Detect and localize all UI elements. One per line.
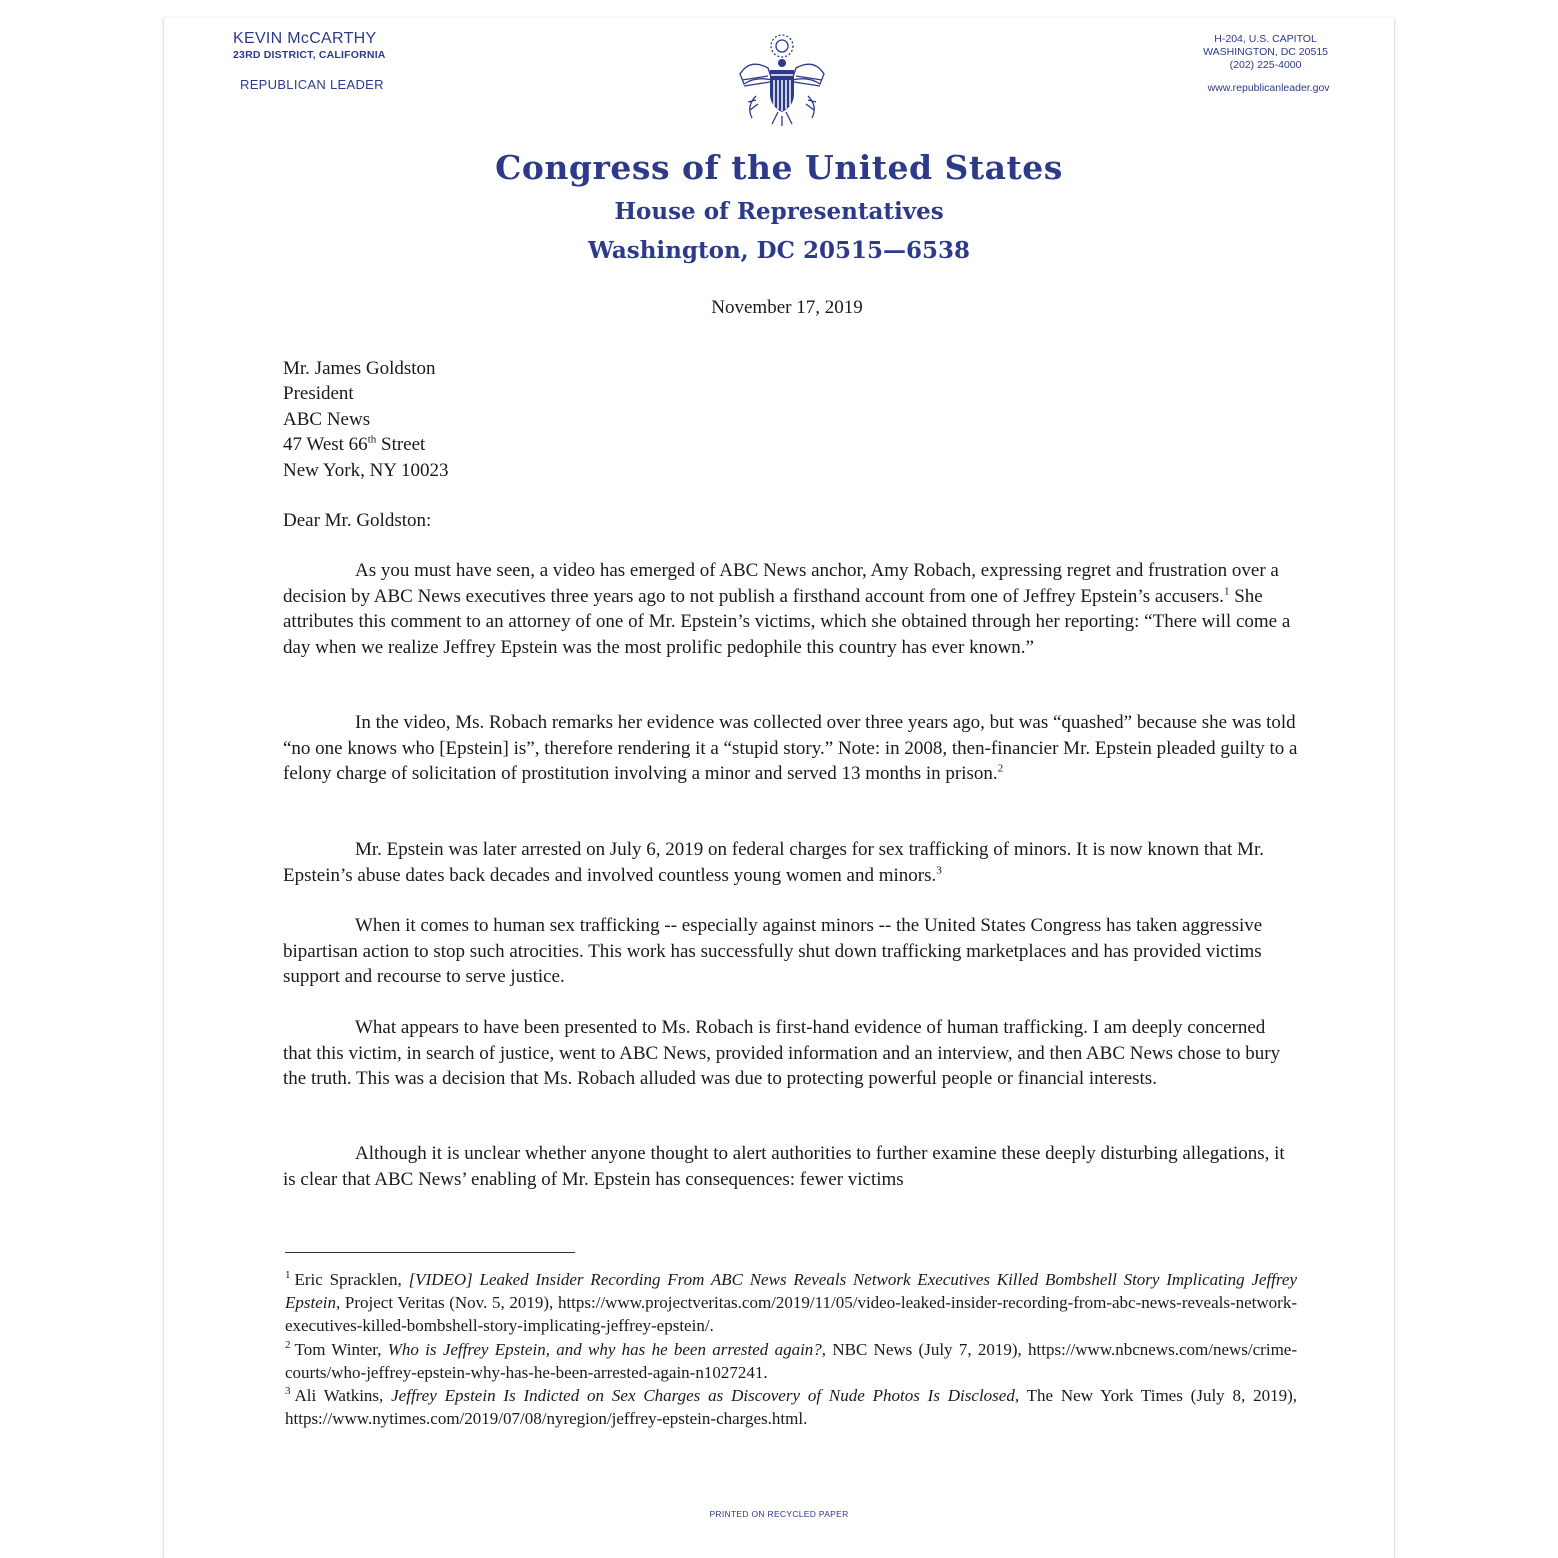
recipient-street: 47 West 66th Street (283, 433, 426, 456)
sender-name: KEVIN McCARTHY (233, 30, 377, 47)
washington-address: Washington, DC 20515—6538 (588, 237, 970, 264)
recipient-organization: ABC News (283, 408, 371, 430)
office-city: WASHINGTON, DC 20515 (1203, 46, 1328, 58)
footnote-2: $^2$ Tom Winter, Who is Jeffrey Epstein, and why has he been arrested again?, NBC News (July 7, 2019), https://www.nbcnews.com/news/crime-courts/who-jeffrey-epstein-why-has-he-been-arrested-again-n1027241. (285, 1339, 1297, 1382)
footnote-1: $^1$ Eric Spracklen, [VIDEO] Leaked Insider Recording From ABC News Reveals Network Executives Killed Bombshell Story Implicating Jeffrey Epstein, Project Veritas (Nov. 5, 2019), https://www.projectveritas.com/2019/11/05/video-leaked-insider-recording-from-abc-news-reveals-network-executives-killed-bombshell-story-implicating-jeffrey-epstein/. (285, 1269, 1297, 1335)
recycled-paper-footer: PRINTED ON RECYCLED PAPER (709, 1509, 849, 1519)
sender-role: REPUBLICAN LEADER (240, 77, 384, 92)
paragraph-1: As you must have seen, a video has emerged of ABC News anchor, Amy Robach, expressing regret and frustration over a decision by ABC News executives three years ago to not publish a firsthand account from one of Jeffrey Epstein’s accusers.$^1$ She attributes this comment to an attorney of one of Mr. Epstein’s victims, which she obtained through her reporting: “There will come a day when we realize Jeffrey Epstein was the most prolific pedophile this country has ever known.” (283, 560, 1291, 658)
recipient-title: President (283, 383, 354, 405)
letter-date: November 17, 2019 (711, 297, 863, 318)
office-address: H-204, U.S. CAPITOL (1214, 33, 1317, 45)
recipient-name: Mr. James Goldston (283, 358, 436, 379)
paragraph-3: Mr. Epstein was later arrested on July 6, 2019 on federal charges for sex trafficking of minors. It is now known that Mr. Epstein’s abuse dates back decades and involved countless young women and minors.$^3$ (283, 839, 1264, 886)
footnote-divider (285, 1252, 575, 1253)
salutation: Dear Mr. Goldston: (283, 510, 432, 531)
recipient-block (283, 356, 449, 483)
letterhead-right (1203, 33, 1328, 95)
footnote-ref-1[interactable]: 1 (1223, 585, 1230, 598)
paragraph-5: What appears to have been presented to Ms. Robach is first-hand evidence of human trafficking. I am deeply concerned that this victim, in search of justice, went to ABC News, provided information and an interview, and then ABC News chose to bury the truth. This was a decision that Ms. Robach alluded was due to protecting powerful people or financial interests. (283, 1017, 1281, 1090)
footnote-ref-2[interactable]: 2 (997, 762, 1004, 775)
paragraph-4: When it comes to human sex trafficking -- especially against minors -- the United States Congress has taken aggressive bipartisan action to stop such atrocities. This work has successfully shut down trafficking marketplaces and has provided victims support and recourse to serve justice. (283, 915, 1263, 988)
great-seal-icon (732, 32, 832, 132)
recipient-city: New York, NY 10023 (283, 459, 449, 481)
office-phone: (202) 225-4000 (1229, 59, 1302, 71)
letterhead-left (233, 30, 386, 92)
paragraph-6: Although it is unclear whether anyone thought to alert authorities to further examine these deeply disturbing allegations, it is clear that ABC News’ enabling of Mr. Epstein has consequences: fewer victims (283, 1143, 1285, 1190)
paragraph-2: In the video, Ms. Robach remarks her evidence was collected over three years ago, but was “quashed” because she was told “no one knows who [Epstein] is”, therefore rendering it a “stupid story.” Note: in 2008, then-financier Mr. Epstein pleaded guilty to a felony charge of solicitation of prostitution involving a minor and served 13 months in prison.$^2$ (283, 712, 1298, 785)
house-subtitle: House of Representatives (614, 198, 944, 225)
footnote-ref-3[interactable]: 3 (936, 864, 942, 877)
sender-district: 23RD DISTRICT, CALIFORNIA (233, 49, 386, 61)
footnote-3: $^3$ Ali Watkins, Jeffrey Epstein Is Indicted on Sex Charges as Discovery of Nude Photos Is Disclosed, The New York Times (July 8, 2019), https://www.nytimes.com/2019/07/08/nyregion/jeffrey-epstein-charges.html. (285, 1385, 1297, 1428)
congress-title: Congress of the United States (495, 148, 1063, 187)
website-link[interactable]: www.republicanleader.gov (1207, 82, 1330, 94)
